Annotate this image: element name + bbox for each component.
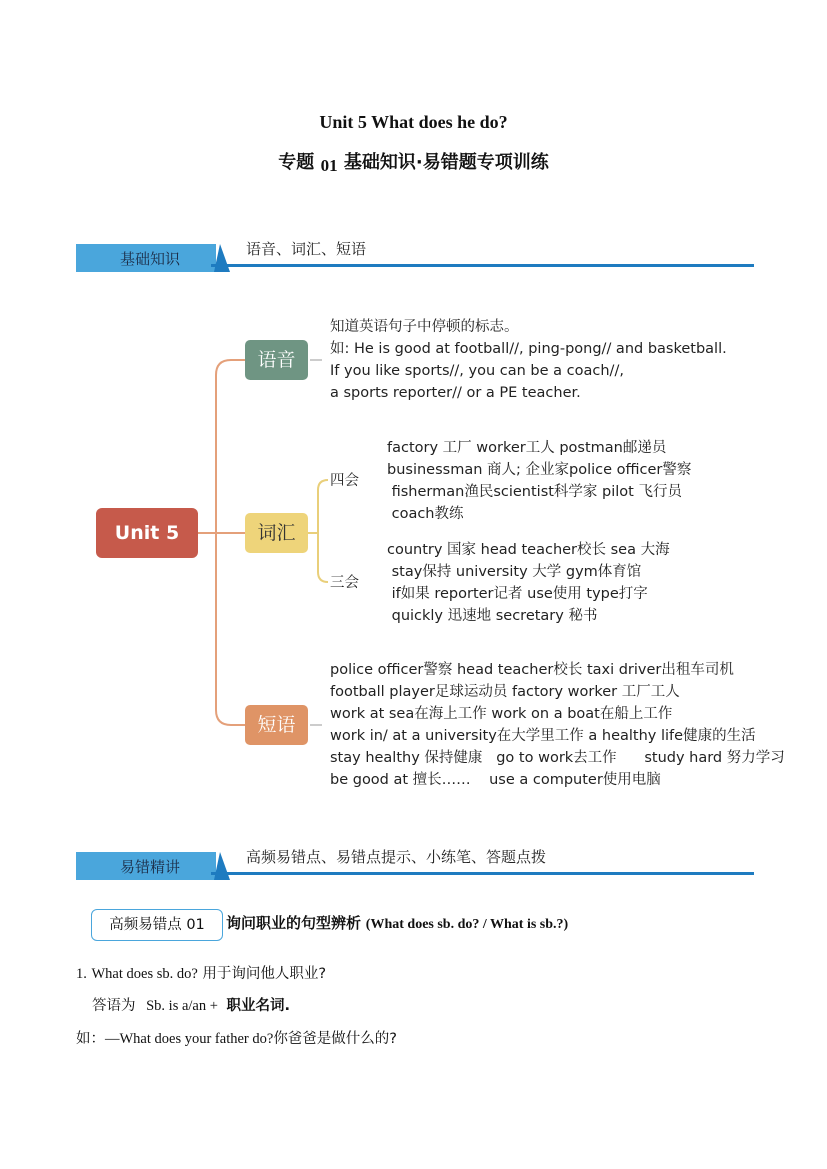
vocab-four-line: coach教练	[387, 506, 464, 522]
vocab-four-line: fisherman渔民scientist科学家 pilot 飞行员	[387, 484, 682, 500]
vocab-four-list	[387, 437, 691, 525]
phrase-list	[330, 659, 785, 791]
section-subtitle: 高频易错点、易错点提示、小练笔、答题点拨	[246, 848, 547, 866]
badge-label: 高频易错点 01	[109, 917, 205, 933]
node-pronunciation	[245, 340, 308, 380]
phrase-line: be good at 擅长…… use a computer使用电脑	[330, 772, 661, 788]
line1-desc: 用于询问他人职业?	[202, 966, 327, 982]
root-label: Unit 5	[114, 522, 180, 544]
phrases-label: 短语	[257, 714, 296, 736]
vocab-three-line: stay保持 university 大学 gym体育馆	[387, 564, 642, 580]
section-label: 易错精讲	[120, 858, 181, 876]
line3-example: —What does your father do?	[105, 1031, 274, 1047]
phrase-line: work in/ at a university在大学里工作 a healthy life健康的生活	[330, 728, 756, 744]
pronunciation-line: 如: He is good at football//, ping-pong// and basketball.	[330, 341, 727, 357]
pronunciation-line: a sports reporter// or a PE teacher.	[330, 385, 581, 401]
vocab-three-line: if如果 reporter记者 use使用 type打字	[387, 586, 648, 602]
line3-translation: 你爸爸是做什么的?	[273, 1031, 398, 1047]
subtitle-rest: 基础知识·易错题专项训练	[343, 152, 549, 173]
phrase-line: work at sea在海上工作 work on a boat在船上工作	[330, 706, 673, 722]
subtitle-prefix: 专题	[278, 152, 315, 173]
pronunciation-line: 知道英语句子中停顿的标志。	[330, 319, 519, 335]
section-divider	[211, 872, 754, 875]
body-line-3	[76, 1027, 397, 1048]
body-line-1	[76, 962, 326, 983]
vocab-three-line: quickly 迅速地 secretary 秘书	[387, 608, 598, 624]
pronunciation-label: 语音	[257, 349, 296, 371]
pronunciation-notes	[330, 316, 727, 404]
subtitle-number: 01	[320, 156, 338, 175]
phrase-line: police officer警察 head teacher校长 taxi driver出租车司机	[330, 662, 734, 678]
pronunciation-line: If you like sports//, you can be a coach//,	[330, 363, 624, 379]
mindmap-root	[96, 508, 198, 558]
vocab-three-list	[387, 539, 670, 627]
line1-number: 1.	[76, 966, 87, 982]
vocab-four-line: factory 工厂 worker工人 postman邮递员	[387, 440, 667, 456]
phrase-line: stay healthy 保持健康 go to work去工作 study hard 努力学习	[330, 750, 785, 766]
vocab-three-label: 三会	[330, 575, 359, 591]
line3-label: 如：	[76, 1031, 105, 1047]
document-title: Unit 5 What does he do?	[319, 112, 508, 132]
section-label-box	[76, 852, 216, 880]
line1-pattern: What does sb. do?	[91, 966, 198, 982]
section-arrow-icon	[214, 852, 234, 882]
vocabulary-label: 词汇	[257, 522, 296, 544]
error-point-badge	[91, 909, 223, 941]
body-line-2	[92, 994, 290, 1015]
vocab-four-label: 四会	[330, 473, 359, 489]
section-label: 基础知识	[120, 250, 181, 268]
error-point-heading	[226, 912, 568, 933]
section-header-errors	[76, 846, 754, 886]
vocab-three-line: country 国家 head teacher校长 sea 大海	[387, 542, 670, 558]
line2-bold: 职业名词.	[226, 998, 291, 1014]
line2-label: 答语为	[92, 998, 136, 1014]
phrase-line: football player足球运动员 factory worker 工厂工人	[330, 684, 680, 700]
node-phrases	[245, 705, 308, 745]
vocab-four-line: businessman 商人; 企业家police officer警察	[387, 462, 692, 478]
section-subtitle: 语音、词汇、短语	[246, 240, 367, 258]
node-vocabulary	[245, 513, 308, 553]
line2-pattern: Sb. is a/an +	[146, 998, 218, 1014]
heading-en: (What does sb. do? / What is sb.?)	[365, 917, 569, 932]
heading-cn: 询问职业的句型辨析	[226, 914, 362, 932]
